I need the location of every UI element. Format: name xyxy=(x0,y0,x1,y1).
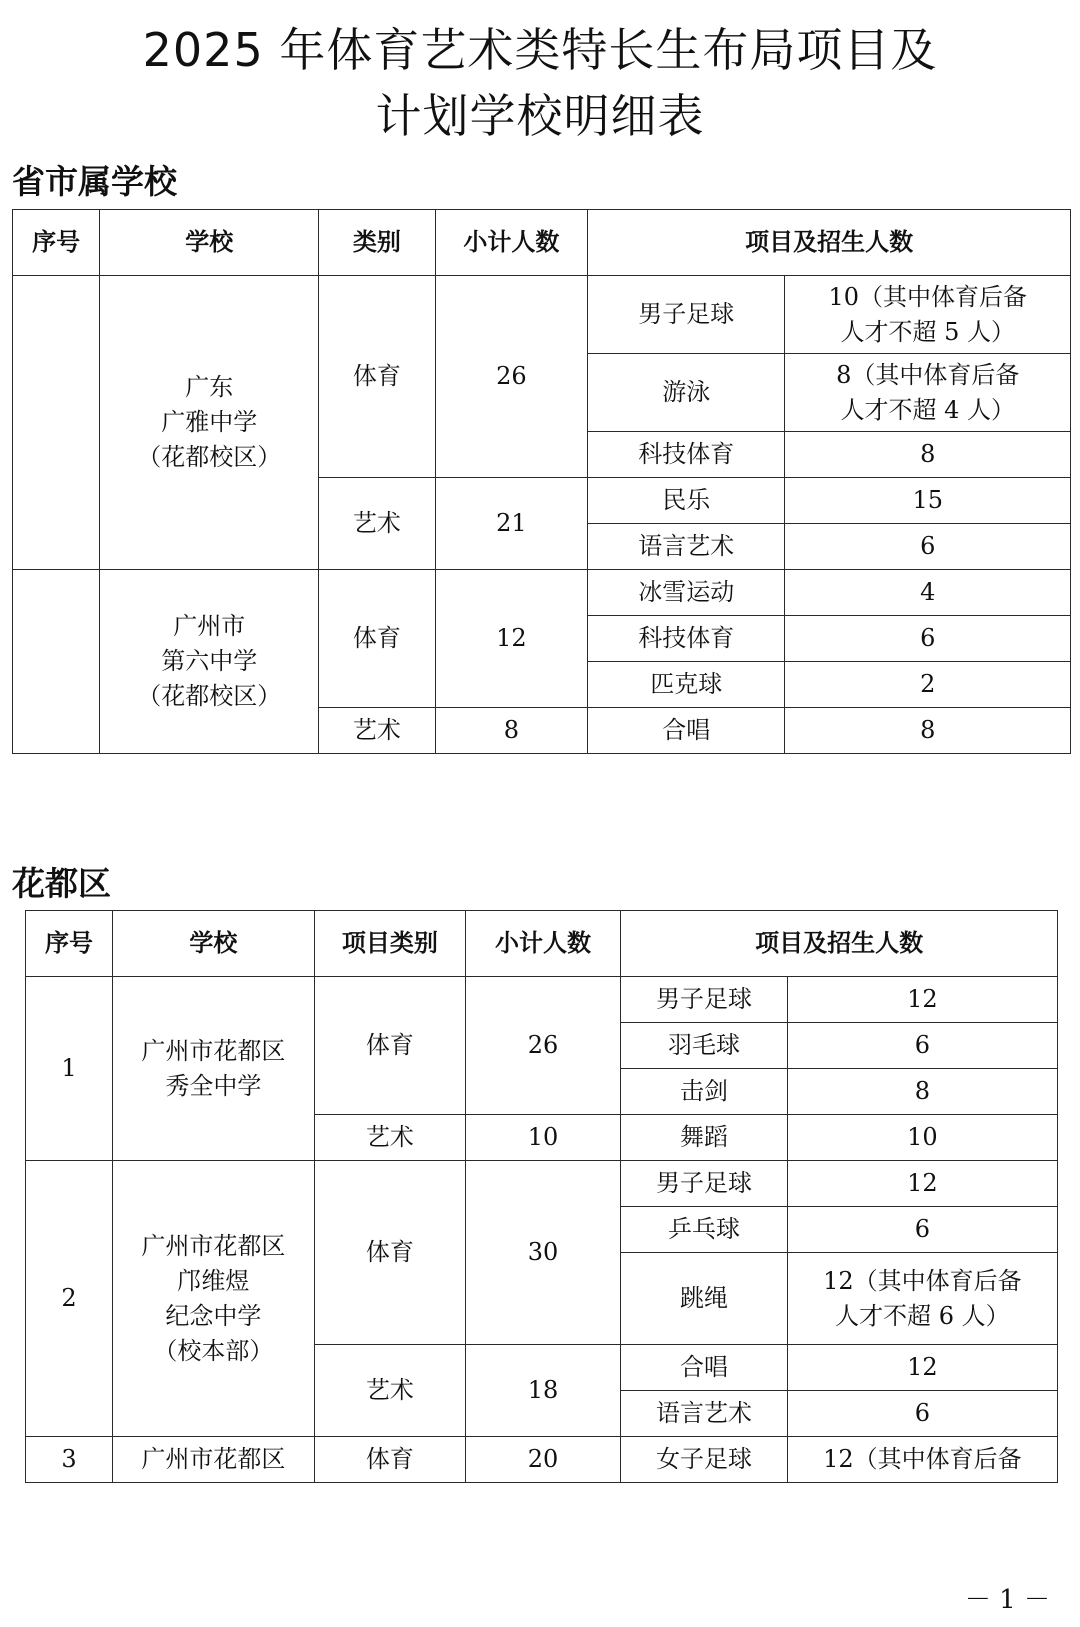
category-cell: 艺术 xyxy=(314,1345,465,1437)
category-cell: 体育 xyxy=(319,570,435,708)
category-cell: 体育 xyxy=(319,276,435,478)
project-cell: 科技体育 xyxy=(588,616,785,662)
category-cell: 艺术 xyxy=(319,708,435,754)
project-cell: 冰雪运动 xyxy=(588,570,785,616)
school-name-line: 第六中学 xyxy=(161,647,258,675)
enrollment-count-line: 12 xyxy=(907,985,938,1013)
subtotal-cell: 26 xyxy=(435,276,588,478)
enrollment-count-cell xyxy=(785,616,1071,662)
enrollment-count-cell xyxy=(787,1345,1057,1391)
header-seq: 序号 xyxy=(13,210,100,276)
enrollment-count-line: 8（其中体育后备 xyxy=(836,360,1020,389)
document-title-line-1: 2025 年体育艺术类特长生布局项目及 xyxy=(142,23,938,77)
enrollment-count-line: 8 xyxy=(914,1077,931,1105)
project-cell: 语言艺术 xyxy=(621,1391,788,1437)
enrollment-count-line: 10（其中体育后备 xyxy=(828,282,1027,311)
school-name-line: （花都校区） xyxy=(137,682,282,710)
provincial-municipal-schools-table xyxy=(12,209,1071,754)
header-programs: 项目及招生人数 xyxy=(588,210,1071,276)
enrollment-count-line: 8 xyxy=(920,716,936,744)
school-name-line: 广州市 xyxy=(173,612,246,640)
subtotal-cell: 21 xyxy=(435,478,588,570)
enrollment-count-line: 6 xyxy=(920,624,936,652)
enrollment-count-cell xyxy=(785,478,1071,524)
enrollment-count-line: 12（其中体育后备 xyxy=(823,1445,1022,1473)
enrollment-count-line: 人才不超 4 人） xyxy=(840,395,1015,424)
enrollment-count-line: 12 xyxy=(907,1353,938,1381)
school-name-line: 广雅中学 xyxy=(161,408,258,436)
subtotal-cell: 12 xyxy=(435,570,588,708)
school-name-line: （校本部） xyxy=(153,1336,274,1365)
document-title-line-2: 计划学校明细表 xyxy=(375,89,705,143)
enrollment-count-line: 10 xyxy=(907,1123,938,1151)
category-cell: 体育 xyxy=(314,1161,465,1345)
project-cell: 男子足球 xyxy=(621,1161,788,1207)
table-row xyxy=(26,1161,1058,1207)
enrollment-count-cell xyxy=(785,524,1071,570)
enrollment-count-cell xyxy=(785,708,1071,754)
enrollment-count-line: 12（其中体育后备 xyxy=(823,1266,1022,1295)
school-name-cell xyxy=(112,1161,314,1437)
enrollment-count-cell xyxy=(787,1437,1057,1483)
subtotal-cell: 10 xyxy=(465,1115,620,1161)
page-number: － 1 － xyxy=(964,1585,1050,1615)
project-cell: 男子足球 xyxy=(588,276,785,354)
enrollment-count-cell xyxy=(785,354,1071,432)
enrollment-count-line: 12 xyxy=(907,1169,938,1197)
project-cell: 游泳 xyxy=(588,354,785,432)
enrollment-count-line: 15 xyxy=(912,486,943,514)
enrollment-count-line: 人才不超 5 人） xyxy=(840,317,1015,346)
project-cell: 女子足球 xyxy=(621,1437,788,1483)
subtotal-cell: 30 xyxy=(465,1161,620,1345)
enrollment-count-cell xyxy=(787,1207,1057,1253)
school-name-cell xyxy=(100,276,319,570)
enrollment-count-cell xyxy=(787,977,1057,1023)
project-cell: 合唱 xyxy=(588,708,785,754)
table-header-row xyxy=(13,210,1071,276)
seq-cell xyxy=(13,570,100,754)
enrollment-count-line: 6 xyxy=(914,1031,931,1059)
project-cell: 乒乓球 xyxy=(621,1207,788,1253)
school-name-line: 邝维煜 xyxy=(177,1266,250,1295)
school-name-cell xyxy=(112,977,314,1161)
subtotal-cell: 18 xyxy=(465,1345,620,1437)
school-name-line: 广东 xyxy=(185,373,234,401)
seq-cell: 2 xyxy=(26,1161,113,1437)
huadu-district-schools-table xyxy=(25,910,1058,1483)
enrollment-count-cell xyxy=(785,662,1071,708)
project-cell: 击剑 xyxy=(621,1069,788,1115)
school-name-cell xyxy=(100,570,319,754)
enrollment-count-cell xyxy=(787,1023,1057,1069)
subtotal-cell: 26 xyxy=(465,977,620,1115)
category-cell: 体育 xyxy=(314,1437,465,1483)
enrollment-count-line: 4 xyxy=(920,578,936,606)
table-header-row xyxy=(26,911,1058,977)
project-cell: 语言艺术 xyxy=(588,524,785,570)
enrollment-count-line: 2 xyxy=(920,670,936,698)
seq-cell: 3 xyxy=(26,1437,113,1483)
school-name-line: 广州市花都区 xyxy=(141,1036,286,1065)
project-cell: 羽毛球 xyxy=(621,1023,788,1069)
school-name-cell xyxy=(112,1437,314,1483)
school-name-line: 秀全中学 xyxy=(165,1071,262,1100)
enrollment-count-line: 人才不超 6 人） xyxy=(835,1301,1010,1330)
header-school: 学校 xyxy=(112,911,314,977)
enrollment-count-cell xyxy=(787,1391,1057,1437)
section-heading-provincial-municipal: 省市属学校 xyxy=(12,162,177,201)
enrollment-count-cell xyxy=(787,1161,1057,1207)
project-cell: 匹克球 xyxy=(588,662,785,708)
header-category: 类别 xyxy=(319,210,435,276)
enrollment-count-line: 6 xyxy=(914,1215,931,1243)
enrollment-count-cell xyxy=(785,432,1071,478)
school-name-line: 纪念中学 xyxy=(165,1301,262,1330)
header-category: 项目类别 xyxy=(314,911,465,977)
school-name-line: （花都校区） xyxy=(137,443,282,471)
enrollment-count-line: 8 xyxy=(920,440,936,468)
section-heading-huadu-district: 花都区 xyxy=(12,864,111,903)
enrollment-count-line: 6 xyxy=(914,1399,931,1427)
header-subtotal: 小计人数 xyxy=(435,210,588,276)
table-row xyxy=(13,570,1071,616)
school-name-line: 广州市花都区 xyxy=(141,1231,286,1260)
category-cell: 艺术 xyxy=(319,478,435,570)
table-row xyxy=(26,1437,1058,1483)
subtotal-cell: 8 xyxy=(435,708,588,754)
project-cell: 民乐 xyxy=(588,478,785,524)
project-cell: 男子足球 xyxy=(621,977,788,1023)
table-row xyxy=(13,276,1071,354)
header-subtotal: 小计人数 xyxy=(465,911,620,977)
enrollment-count-cell xyxy=(787,1253,1057,1345)
enrollment-count-cell xyxy=(785,570,1071,616)
project-cell: 舞蹈 xyxy=(621,1115,788,1161)
seq-cell xyxy=(13,276,100,570)
enrollment-count-cell xyxy=(787,1069,1057,1115)
subtotal-cell: 20 xyxy=(465,1437,620,1483)
category-cell: 艺术 xyxy=(314,1115,465,1161)
seq-cell: 1 xyxy=(26,977,113,1161)
school-name-line: 广州市花都区 xyxy=(141,1445,286,1473)
project-cell: 跳绳 xyxy=(621,1253,788,1345)
project-cell: 科技体育 xyxy=(588,432,785,478)
enrollment-count-cell xyxy=(785,276,1071,354)
project-cell: 合唱 xyxy=(621,1345,788,1391)
header-programs: 项目及招生人数 xyxy=(621,911,1058,977)
enrollment-count-cell xyxy=(787,1115,1057,1161)
category-cell: 体育 xyxy=(314,977,465,1115)
table-row xyxy=(26,977,1058,1023)
header-school: 学校 xyxy=(100,210,319,276)
enrollment-count-line: 6 xyxy=(920,532,936,560)
header-seq: 序号 xyxy=(26,911,113,977)
